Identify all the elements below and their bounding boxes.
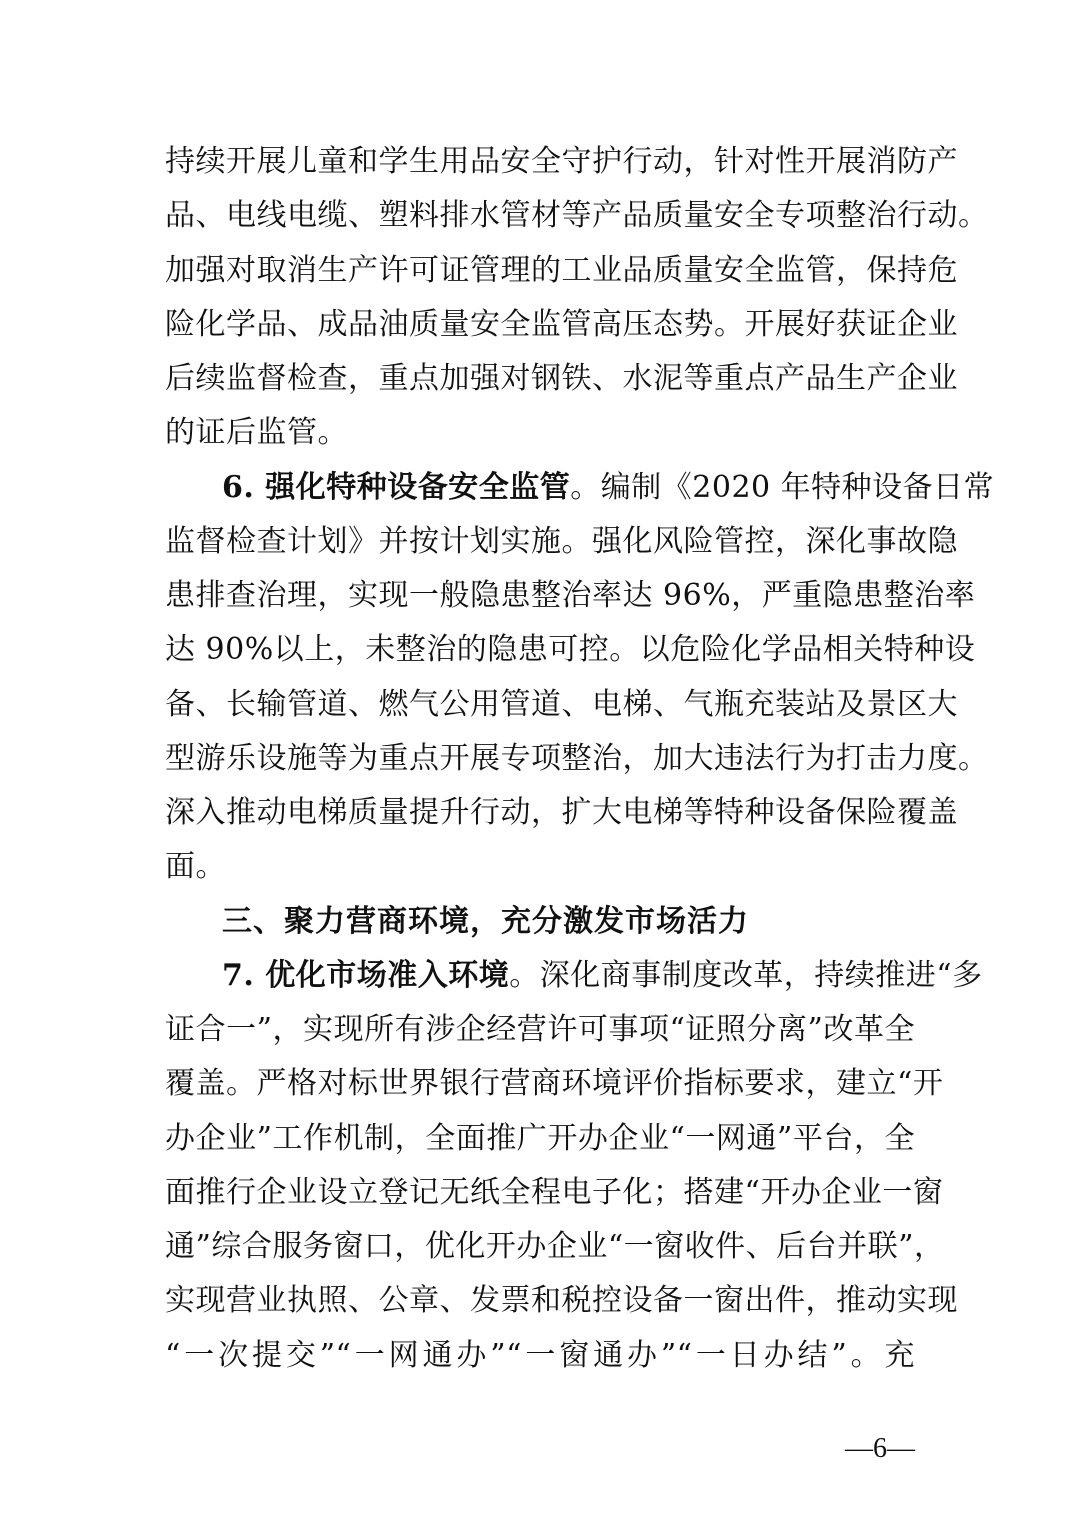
paragraph-3-lead-rest: 。深化商事制度改革，持续推进“多	[509, 958, 983, 993]
paragraph-3-title: 7. 优化市场准入环境	[222, 958, 510, 993]
paragraph-2-line-6: 型游乐设施等为重点开展专项整治，加大违法行为打击力度。	[165, 741, 989, 776]
paragraph-2-line-5: 备、长输管道、燃气公用管道、电梯、气瓶充装站及景区大	[165, 687, 958, 722]
page-number: —6—	[845, 1433, 915, 1464]
section-heading: 三、聚力营商环境，充分激发市场活力	[222, 904, 749, 939]
paragraph-2-line-3: 患排查治理，实现一般隐患整治率达 96%，严重隐患整治率	[165, 578, 976, 613]
paragraph-2-line-4: 达 90%以上，未整治的隐患可控。以危险化学品相关特种设	[165, 632, 976, 667]
paragraph-2-lead-rest: 。编制《2020 年特种设备日常	[570, 470, 995, 505]
paragraph-1-line-4: 险化学品、成品油质量安全监管高压态势。开展好获证企业	[165, 307, 958, 342]
paragraph-1-line-6: 的证后监管。	[165, 415, 348, 450]
paragraph-3-line-3: 覆盖。严格对标世界银行营商环境评价指标要求，建立“开	[165, 1066, 944, 1101]
paragraph-1-line-5: 后续监督检查，重点加强对钢铁、水泥等重点产品生产企业	[165, 361, 958, 396]
paragraph-3-line-7: 实现营业执照、公章、发票和税控设备一窗出件，推动实现	[165, 1283, 958, 1318]
paragraph-2-line-8: 面。	[165, 849, 226, 884]
paragraph-1-line-2: 品、电线电缆、塑料排水管材等产品质量安全专项整治行动。	[165, 198, 989, 233]
paragraph-3-lead-line	[222, 954, 983, 998]
paragraph-2-line-2: 监督检查计划》并按计划实施。强化风险管控，深化事故隐	[165, 524, 958, 559]
paragraph-1-line-3: 加强对取消生产许可证管理的工业品质量安全监管，保持危	[165, 253, 958, 288]
paragraph-3-line-5: 面推行企业设立登记无纸全程电子化；搭建“开办企业一窗	[165, 1175, 944, 1210]
paragraph-3-line-2: 证合一”，实现所有涉企经营许可事项“证照分离”改革全	[165, 1012, 915, 1047]
paragraph-3-line-6: 通”综合服务窗口，优化开办企业“一窗收件、后台并联”，	[165, 1229, 945, 1264]
paragraph-3-line-4: 办企业”工作机制，全面推广开办企业“一网通”平台，全	[165, 1121, 915, 1156]
paragraph-2-lead-line	[222, 466, 995, 510]
paragraph-2-line-7: 深入推动电梯质量提升行动，扩大电梯等特种设备保险覆盖	[165, 795, 958, 830]
paragraph-3-line-8: “一次提交”“一网通办”“一窗通办”“一日办结”。充	[165, 1338, 915, 1373]
paragraph-1-line-1: 持续开展儿童和学生用品安全守护行动，针对性开展消防产	[165, 144, 958, 179]
paragraph-2-title: 6. 强化特种设备安全监管	[222, 470, 571, 505]
